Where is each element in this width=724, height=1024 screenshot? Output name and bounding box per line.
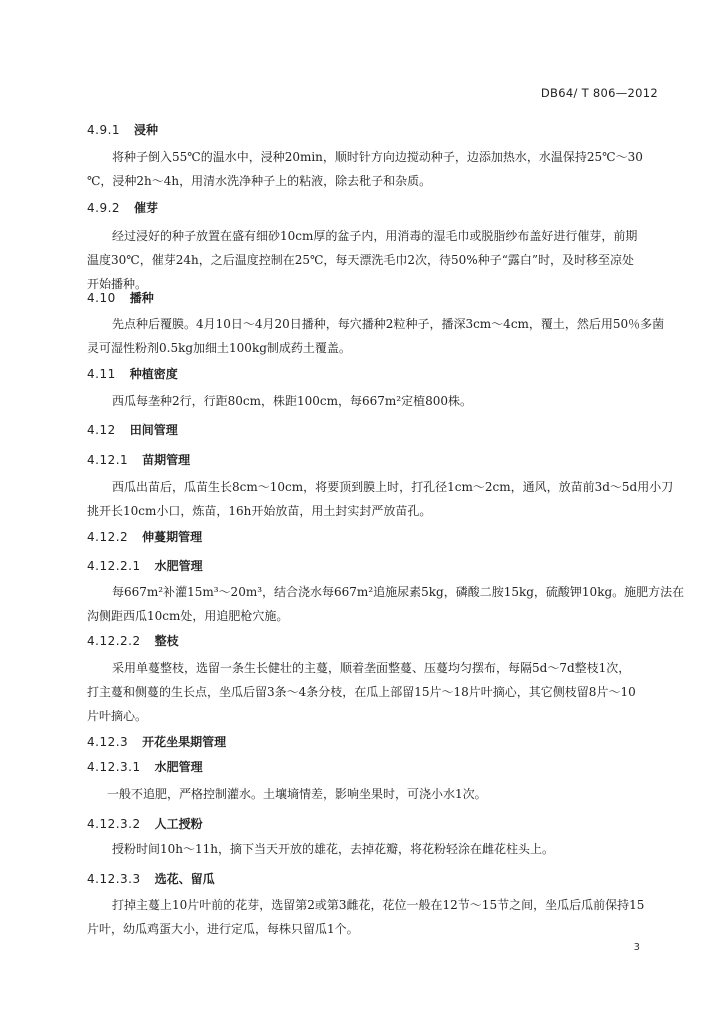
text-line: 经过浸好的种子放置在盛有细砂10cm厚的盆子内，用消毒的湿毛巾或脱脂纱布盖好进行催芽，前期: [112, 229, 638, 243]
section-title: 浸种: [134, 123, 159, 137]
section-title: 田间管理: [129, 423, 178, 437]
paragraph-fruit-selection: [87, 893, 657, 941]
page-number: 3: [633, 942, 640, 953]
section-number: 4.9.1: [87, 123, 121, 137]
section-number: 4.12.2: [87, 530, 129, 544]
section-title: 整枝: [154, 634, 179, 648]
section-number: 4.10: [87, 291, 116, 305]
text-line: 片叶摘心。: [87, 709, 148, 723]
section-title: 人工授粉: [154, 817, 203, 831]
paragraph-seedling: [87, 475, 674, 523]
text-line: 先点种后覆膜。4月10日～4月20日播种，每穴播种2粒种子，播深3cm～4cm，覆土，然后用50％多菌: [112, 317, 665, 331]
text-line: ℃，浸种2h～4h，用清水洗净种子上的粘液，除去秕子和杂质。: [87, 174, 432, 188]
section-title: 播种: [129, 291, 154, 305]
section-title: 苗期管理: [142, 453, 191, 467]
paragraph-sowing: [87, 312, 665, 360]
paragraph-pollination: [87, 837, 657, 861]
standard-code: DB64/ T 806—2012: [540, 86, 658, 100]
section-title: 水肥管理: [154, 559, 203, 573]
section-title: 伸蔓期管理: [142, 530, 203, 544]
text-line: 将种子倒入55℃的温水中，浸种20min，顺时针方向边搅动种子，边添加热水，水温保持25℃～30: [112, 150, 643, 164]
section-title: 催芽: [134, 201, 159, 215]
section-title: 水肥管理: [154, 760, 203, 774]
section-heading: [87, 199, 158, 216]
section-heading: [87, 365, 178, 382]
paragraph-flowering-water: [87, 782, 657, 806]
section-number: 4.12.3: [87, 735, 129, 749]
text-line: 温度30℃，催芽24h，之后温度控制在25℃，每天漂洗毛巾2次，待50%种子“露白”时，及时移至凉处: [87, 253, 634, 267]
text-line: 打掉主蔓上10片叶前的花芽，选留第2或第3雌花，花位一般在12节～15节之间，坐瓜后瓜前保持15: [112, 898, 645, 912]
section-title: 选花、留瓜: [154, 872, 215, 886]
section-number: 4.12.2.2: [87, 634, 141, 648]
text-line: 挑开长10cm小口，炼苗，16h开始放苗，用土封实封严放苗孔。: [87, 504, 432, 518]
text-line: 开始播种。: [87, 277, 148, 291]
paragraph-pruning: [87, 656, 657, 728]
text-line: 采用单蔓整枝，选留一条生长健壮的主蔓，顺着垄面整蔓、压蔓均匀摆布，每隔5d～7d整枝1次，: [112, 661, 631, 675]
text-line: 灵可湿性粉剂0.5kg加细土100kg制成药土覆盖。: [87, 341, 351, 355]
text-line: 西瓜出苗后，瓜苗生长8cm～10cm，将要顶到膜上时，打孔径1cm～2cm，通风，放苗前3d～5d用小刀: [112, 480, 674, 494]
text-line: 授粉时间10h～11h，摘下当天开放的雄花，去掉花瓣，将花粉轻涂在雌花柱头上。: [112, 842, 554, 856]
section-number: 4.9.2: [87, 201, 121, 215]
text-line: 沟侧距西瓜10cm处，用追肥枪穴施。: [87, 609, 289, 623]
section-number: 4.12.3.2: [87, 817, 141, 831]
section-heading: [87, 451, 190, 468]
section-number: 4.12.3.3: [87, 872, 141, 886]
section-number: 4.12.3.1: [87, 760, 141, 774]
section-heading: [87, 289, 154, 306]
section-heading: [87, 421, 178, 438]
section-number: 4.11: [87, 367, 116, 381]
section-heading: [87, 632, 179, 649]
text-line: 西瓜每垄种2行，行距80cm，株距100cm，每667m²定植800株。: [112, 394, 473, 408]
paragraph-soaking: [87, 145, 657, 193]
text-line: 每667m²补灌15m³～20m³，结合浇水每667m²追施尿素5kg，磷酸二胺15kg，硫酸钾10kg。施肥方法在: [112, 585, 685, 599]
paragraph-germination: [87, 224, 657, 296]
section-heading: [87, 121, 158, 138]
paragraph-water-fertilizer: [87, 580, 685, 628]
paragraph-planting-density: [87, 389, 657, 413]
section-number: 4.12: [87, 423, 116, 437]
text-line: 片叶，幼瓜鸡蛋大小，进行定瓜，每株只留瓜1个。: [87, 922, 359, 936]
section-heading: [87, 557, 203, 574]
text-line: 打主蔓和侧蔓的生长点，坐瓜后留3条～4条分枝，在瓜上部留15片～18片叶摘心，其它侧枝留8片～10: [87, 685, 636, 699]
section-heading: [87, 758, 203, 775]
section-title: 开花坐果期管理: [142, 735, 227, 749]
section-heading: [87, 733, 226, 750]
section-number: 4.12.2.1: [87, 559, 141, 573]
section-title: 种植密度: [129, 367, 178, 381]
section-heading: [87, 815, 203, 832]
section-heading: [87, 870, 215, 887]
section-number: 4.12.1: [87, 453, 129, 467]
section-heading: [87, 528, 202, 545]
text-line: 一般不追肥，严格控制灌水。土壤墒情差，影响坐果时，可浇小水1次。: [107, 787, 487, 801]
